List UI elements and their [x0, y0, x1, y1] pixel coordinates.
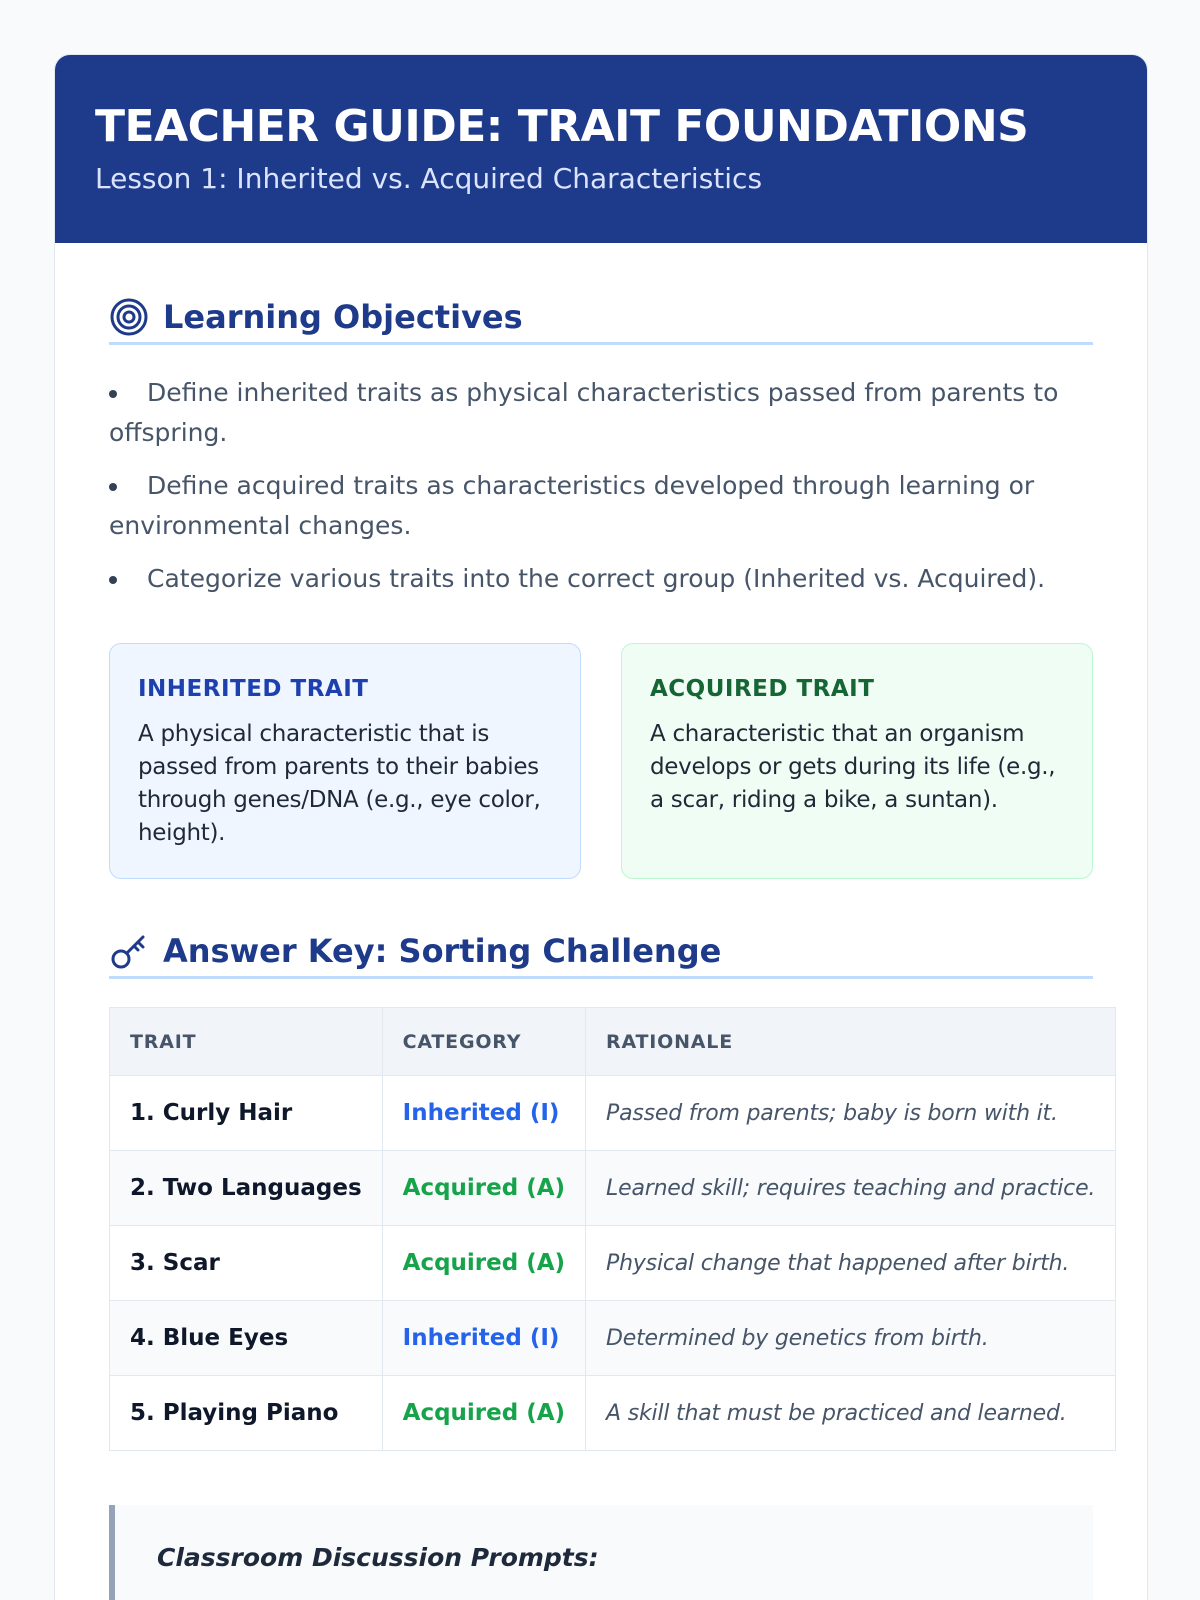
- page-subtitle: Lesson 1: Inherited vs. Acquired Characteristics: [95, 162, 763, 195]
- inherited-trait-text: A physical characteristic that is passed from parents to their babies through genes/DNA (e.g., eye color, height).: [138, 721, 541, 846]
- category-cell: Acquired (A): [382, 1376, 585, 1451]
- list-item: Define inherited traits as physical characteristics passed from parents to offspring.: [109, 373, 1093, 453]
- inherited-trait-title: INHERITED TRAIT: [138, 676, 369, 702]
- column-header-trait: TRAIT: [110, 1008, 383, 1076]
- definition-cards: [109, 643, 1093, 879]
- trait-cell: 3. Scar: [110, 1226, 383, 1301]
- rationale-cell: Learned skill; requires teaching and practice.: [586, 1151, 1116, 1226]
- answer-key-heading: [109, 929, 1093, 979]
- objectives-list: [109, 373, 1093, 599]
- category-cell: Inherited (I): [382, 1076, 585, 1151]
- inherited-trait-card: [109, 643, 581, 879]
- acquired-trait-title: ACQUIRED TRAIT: [650, 676, 875, 702]
- category-cell: Inherited (I): [382, 1301, 585, 1376]
- column-header-category: CATEGORY: [382, 1008, 585, 1076]
- answer-key-title: Answer Key: Sorting Challenge: [163, 931, 722, 970]
- column-header-rationale: RATIONALE: [586, 1008, 1116, 1076]
- acquired-trait-text: A characteristic that an organism develops or gets during its life (e.g., a scar, riding a bike, a suntan).: [650, 721, 1056, 813]
- table-row: [110, 1376, 1116, 1451]
- discussion-heading: Classroom Discussion Prompts:: [157, 1543, 599, 1572]
- teacher-guide-page: [54, 54, 1148, 1600]
- discussion-box: [109, 1505, 1093, 1600]
- trait-cell: 2. Two Languages: [110, 1151, 383, 1226]
- category-cell: Acquired (A): [382, 1226, 585, 1301]
- trait-cell: 1. Curly Hair: [110, 1076, 383, 1151]
- page-title: TEACHER GUIDE: TRAIT FOUNDATIONS: [95, 101, 1029, 152]
- table-header-row: [110, 1008, 1116, 1076]
- page-header: [55, 55, 1147, 243]
- acquired-trait-card: [621, 643, 1093, 879]
- objectives-title: Learning Objectives: [163, 297, 523, 336]
- list-item: Categorize various traits into the correct group (Inherited vs. Acquired).: [109, 559, 1093, 599]
- list-item: Define acquired traits as characteristics developed through learning or environmental changes.: [109, 466, 1093, 546]
- trait-cell: 4. Blue Eyes: [110, 1301, 383, 1376]
- table-row: [110, 1151, 1116, 1226]
- target-icon: [109, 297, 149, 337]
- objectives-heading: [109, 295, 1093, 345]
- answer-key-table: [109, 1007, 1116, 1451]
- table-row: [110, 1226, 1116, 1301]
- table-row: [110, 1076, 1116, 1151]
- trait-cell: 5. Playing Piano: [110, 1376, 383, 1451]
- rationale-cell: A skill that must be practiced and learned.: [586, 1376, 1116, 1451]
- page-content: [55, 243, 1147, 1600]
- table-row: [110, 1301, 1116, 1376]
- key-icon: [109, 931, 149, 971]
- answer-key-section: [109, 929, 1096, 1451]
- category-cell: Acquired (A): [382, 1151, 585, 1226]
- rationale-cell: Determined by genetics from birth.: [586, 1301, 1116, 1376]
- rationale-cell: Physical change that happened after birth.: [586, 1226, 1116, 1301]
- rationale-cell: Passed from parents; baby is born with it.: [586, 1076, 1116, 1151]
